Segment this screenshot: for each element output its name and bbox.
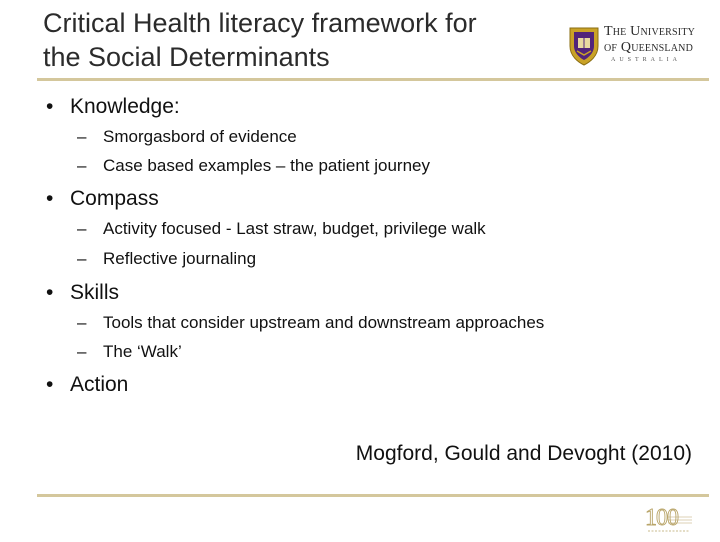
sub-bullet-text: Reflective journaling — [103, 249, 257, 268]
bullet-marker: • — [46, 281, 54, 304]
slide-title-line-2: the Social Determinants — [43, 42, 330, 72]
sub-bullet-text: Smorgasbord of evidence — [103, 127, 297, 146]
logo-wordmark — [604, 24, 716, 63]
sub-bullet-text: Tools that consider upstream and downstream approaches — [103, 313, 545, 332]
bullet-compass — [46, 187, 159, 211]
sub-bullet — [77, 127, 297, 147]
bullet-label: Action — [70, 373, 129, 396]
sub-bullet — [77, 249, 256, 269]
dash-marker: – — [77, 127, 87, 146]
bullet-label: Knowledge: — [70, 95, 180, 118]
header-divider — [37, 78, 709, 81]
sub-bullet-text: The ‘Walk’ — [103, 342, 182, 361]
bullet-skills — [46, 281, 119, 305]
sub-bullet — [77, 156, 430, 176]
sub-bullet — [77, 219, 486, 239]
logo-line-2: of Queensland — [604, 40, 693, 55]
bullet-action — [46, 373, 128, 397]
dash-marker: – — [77, 219, 87, 238]
sub-bullet-text: Activity focused - Last straw, budget, privilege walk — [103, 219, 486, 238]
sub-bullet — [77, 313, 544, 333]
citation: Mogford, Gould and Devoght (2010) — [355, 442, 692, 465]
logo-subtitle: AUSTRALIA — [611, 57, 681, 63]
slide-title-line-1: Critical Health literacy framework for — [43, 8, 477, 38]
bullet-marker: • — [46, 373, 54, 396]
dash-marker: – — [77, 156, 87, 175]
bullet-label: Skills — [70, 281, 120, 304]
bullet-marker: • — [46, 187, 54, 210]
dash-marker: – — [77, 249, 87, 268]
centenary-number: 100 — [645, 505, 678, 531]
sub-bullet-text: Case based examples – the patient journey — [103, 156, 430, 175]
footer-divider — [37, 494, 709, 497]
dash-marker: – — [77, 313, 87, 332]
bullet-label: Compass — [70, 187, 159, 210]
sub-bullet — [77, 342, 182, 362]
logo-line-1: The University — [604, 24, 696, 39]
uq-centenary-icon — [644, 503, 694, 537]
dash-marker: – — [77, 342, 87, 361]
slide-title — [43, 6, 563, 74]
university-logo — [566, 22, 716, 72]
bullet-knowledge — [46, 95, 180, 119]
uq-crest-icon — [568, 26, 600, 66]
bullet-marker: • — [46, 95, 54, 118]
